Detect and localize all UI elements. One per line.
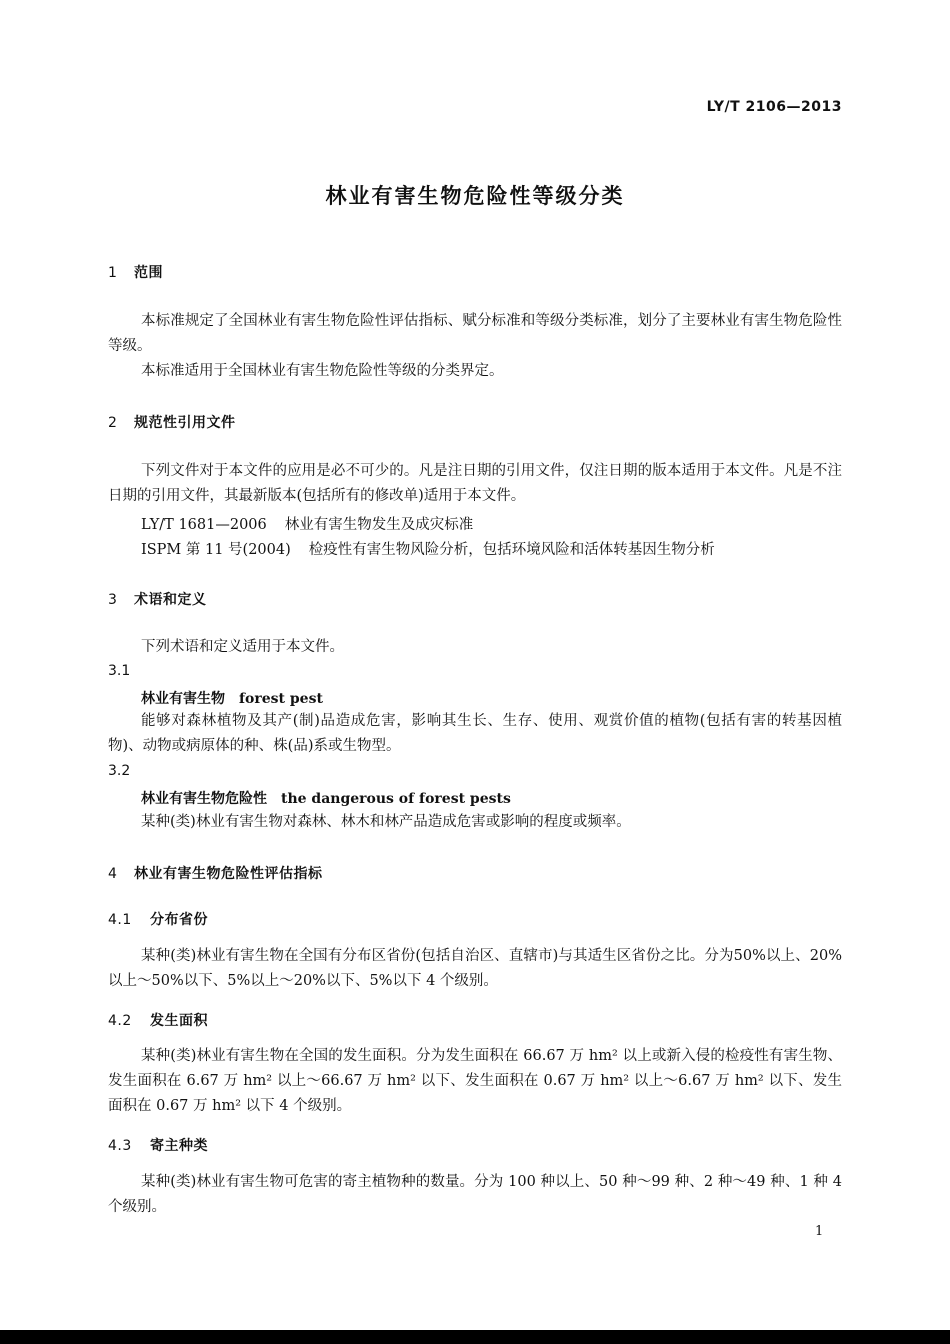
term-english: the dangerous of forest pests: [281, 791, 511, 807]
section-number: 4.3: [108, 1138, 132, 1154]
reference-title: 林业有害生物发生及成灾标准: [284, 517, 474, 533]
section-title: 发生面积: [150, 1013, 208, 1029]
standard-code: LY/T 2106—2013: [706, 99, 842, 115]
section-title: 分布省份: [150, 912, 208, 928]
section-4-3-paragraph: 某种(类)林业有害生物可危害的寄主植物种的数量。分为 100 种以上、50 种～99 种、2 种～49 种、1 种 4 个级别。: [108, 1174, 842, 1215]
term-definition: 某种(类)林业有害生物对森林、林木和林产品造成危害或影响的程度或频率。: [141, 814, 631, 830]
section-number: 4.1: [108, 912, 132, 928]
reference-1: [141, 513, 473, 534]
term-name: [141, 688, 323, 708]
section-number: 4: [108, 866, 118, 882]
section-4-heading: [108, 863, 323, 883]
section-1-paragraph-1: 本标准规定了全国林业有害生物危险性评估指标、赋分标准和等级分类标准，划分了主要林业有害生物危险性等级。: [108, 313, 842, 354]
section-number: 2: [108, 415, 118, 431]
term-chinese: 林业有害生物: [141, 691, 225, 707]
reference-2: [141, 538, 715, 559]
page-number: 1: [815, 1224, 824, 1239]
term-english: forest pest: [239, 691, 323, 707]
section-1-paragraph-2: 本标准适用于全国林业有害生物危险性等级的分类界定。: [141, 363, 504, 379]
section-title: 范围: [134, 265, 163, 281]
term-chinese: 林业有害生物危险性: [141, 791, 267, 807]
section-3-heading: [108, 589, 207, 609]
section-2-paragraph-1: 下列文件对于本文件的应用是必不可少的。凡是注日期的引用文件，仅注日期的版本适用于本文件。凡是不注日期的引用文件，其最新版本(包括所有的修改单)适用于本文件。: [108, 463, 842, 504]
reference-code: ISPM 第 11 号(2004): [141, 542, 291, 558]
document-title: 林业有害生物危险性等级分类: [325, 184, 625, 208]
section-4-2-paragraph: 某种(类)林业有害生物在全国的发生面积。分为发生面积在 66.67 万 hm² 以上或新入侵的检疫性有害生物、发生面积在 6.67 万 hm² 以上～66.67 万 hm² 以下、发生面积在 0.67 万 hm² 以上～6.67 万 hm² 以下、发生面积在 0.67 万 hm² 以下 4 个级别。: [108, 1048, 842, 1114]
section-1-heading: [108, 262, 163, 282]
section-number: 4.2: [108, 1013, 132, 1029]
section-title: 寄主种类: [150, 1138, 208, 1154]
reference-title: 检疫性有害生物风险分析，包括环境风险和活体转基因生物分析: [308, 542, 715, 558]
section-4-1-paragraph: 某种(类)林业有害生物在全国有分布区省份(包括自治区、直辖市)与其适生区省份之比。分为50%以上、20%以上～50%以下、5%以上～20%以下、5%以下 4 个级别。: [108, 948, 842, 989]
section-4-3-heading: [108, 1135, 208, 1155]
section-title: 术语和定义: [134, 592, 207, 608]
section-2-heading: [108, 412, 236, 432]
section-4-2-heading: [108, 1010, 208, 1030]
section-number: 1: [108, 265, 118, 281]
section-number: 3: [108, 592, 118, 608]
section-title: 规范性引用文件: [134, 415, 236, 431]
section-3-paragraph-1: 下列术语和定义适用于本文件。: [141, 639, 344, 655]
term-name: [141, 788, 511, 808]
section-title: 林业有害生物危险性评估指标: [134, 866, 323, 882]
section-4-1-heading: [108, 909, 208, 929]
scan-border: [0, 1330, 950, 1344]
term-number: 3.1: [108, 663, 131, 679]
term-definition: 能够对森林植物及其产(制)品造成危害，影响其生长、生存、使用、观赏价值的植物(包括有害的转基因植物)、动物或病原体的种、株(品)系或生物型。: [108, 713, 842, 754]
term-number: 3.2: [108, 763, 131, 779]
reference-code: LY/T 1681—2006: [141, 517, 267, 533]
